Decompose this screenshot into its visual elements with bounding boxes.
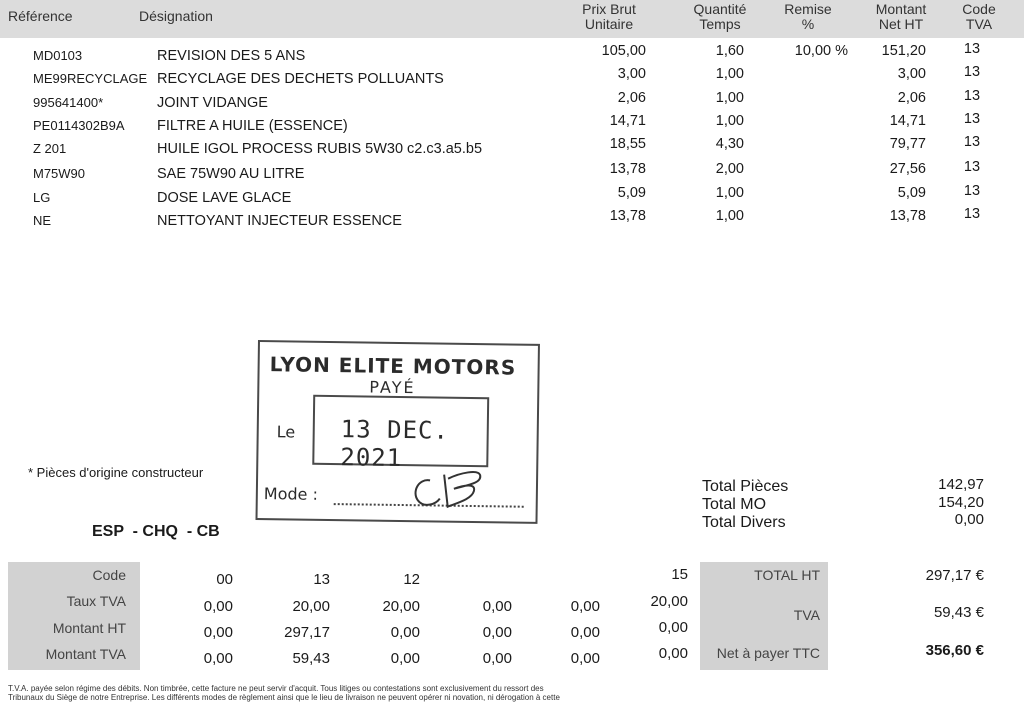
payment-modes: ESP - CHQ - CB xyxy=(92,523,220,540)
vat-cell: 15 xyxy=(671,566,688,583)
vat-cell: 0,00 xyxy=(570,624,600,641)
summary-total-ht-value: 297,17 € xyxy=(925,567,984,584)
vat-cell: 13 xyxy=(313,571,330,588)
stamp-mode-label: Mode : xyxy=(263,484,319,504)
row-montant: 2,06 xyxy=(897,90,926,106)
vat-cell: 0,00 xyxy=(203,624,233,641)
row-prix: 18,55 xyxy=(609,136,646,152)
row-code-tva: 13 xyxy=(963,41,981,57)
row-quantite: 1,60 xyxy=(715,43,744,59)
vat-cell: 20,00 xyxy=(382,598,420,615)
row-reference: 995641400* xyxy=(33,95,104,110)
row-reference: NE xyxy=(33,213,52,228)
summary-net-label: Net à payer TTC xyxy=(716,645,820,661)
total-pieces-value: 142,97 xyxy=(938,476,984,493)
vat-cell: 0,00 xyxy=(203,650,233,667)
vat-cell: 297,17 xyxy=(284,624,330,641)
row-code-tva: 13 xyxy=(963,159,981,175)
row-quantite: 2,00 xyxy=(715,161,744,177)
stamp-le-label: Le xyxy=(276,422,296,442)
row-reference: Z 201 xyxy=(33,141,67,156)
row-montant: 13,78 xyxy=(889,208,926,224)
vat-cell: 0,00 xyxy=(570,650,600,667)
header-reference: Référence xyxy=(8,8,73,24)
stamp-date: 13 DEC. 2021 xyxy=(340,415,450,473)
row-code-tva: 13 xyxy=(963,183,981,199)
row-reference: PE0114302B9A xyxy=(33,118,125,133)
row-code-tva: 13 xyxy=(963,64,981,80)
row-reference: M75W90 xyxy=(33,166,86,181)
header-prix-brut: Prix Brut Unitaire xyxy=(582,1,636,32)
stamp-date-box xyxy=(312,395,489,473)
row-designation: RECYCLAGE DES DECHETS POLLUANTS xyxy=(157,71,444,87)
row-designation: NETTOYANT INJECTEUR ESSENCE xyxy=(157,213,402,229)
row-reference: ME99RECYCLAGE xyxy=(33,71,148,86)
row-designation: JOINT VIDANGE xyxy=(157,95,268,111)
vat-cell: 0,00 xyxy=(482,650,512,667)
header-remise: Remise % xyxy=(784,1,832,32)
paid-stamp xyxy=(255,340,539,524)
row-quantite: 1,00 xyxy=(715,66,744,82)
vat-cell: 00 xyxy=(216,571,233,588)
row-prix: 14,71 xyxy=(609,113,646,129)
total-divers-label: Total Divers xyxy=(702,514,786,531)
row-reference: MD0103 xyxy=(33,48,83,63)
header-quantite: Quantité Temps xyxy=(693,1,747,32)
row-quantite: 1,00 xyxy=(715,185,744,201)
total-mo-value: 154,20 xyxy=(938,493,984,511)
row-designation: DOSE LAVE GLACE xyxy=(157,190,292,206)
header-montant: Montant Net HT xyxy=(875,1,927,32)
vat-cell: 12 xyxy=(403,571,420,588)
stamp-company: LYON ELITE MOTORS xyxy=(269,352,517,380)
row-quantite: 1,00 xyxy=(715,113,744,129)
summary-net-value: 356,60 € xyxy=(925,642,984,659)
row-quantite: 1,00 xyxy=(715,90,744,106)
vat-cell: 0,00 xyxy=(482,624,512,641)
row-designation: SAE 75W90 AU LITRE xyxy=(157,166,305,182)
vat-cell: 0,00 xyxy=(658,645,688,662)
summary-tva-label: TVA xyxy=(793,607,820,623)
vat-label-code: Code xyxy=(92,567,126,583)
origin-note: * Pièces d'origine constructeur xyxy=(28,465,204,480)
total-pieces-label: Total Pièces xyxy=(702,478,789,495)
footer-line-2: Tribunaux du Siège de notre Entreprise. Les différents modes de règlement ainsi que le lieu de livraison ne peuvent opérer ni novation, ni dérogation à cette xyxy=(8,693,560,702)
totals-labels xyxy=(702,478,788,532)
footer-line-1: T.V.A. payée selon régime des débits. Non timbrée, cette facture ne peut servir d'acquit. Tous litiges ou contestations sont exclusivement du ressort des xyxy=(8,684,544,693)
row-prix: 3,00 xyxy=(617,66,646,82)
total-mo-label: Total MO xyxy=(702,496,767,513)
summary-tva-value: 59,43 € xyxy=(933,604,984,621)
row-prix: 13,78 xyxy=(609,208,646,224)
vat-label-taux: Taux TVA xyxy=(66,593,126,609)
vat-cell: 20,00 xyxy=(292,598,330,615)
vat-cell: 0,00 xyxy=(203,598,233,615)
summary-total-ht-label: TOTAL HT xyxy=(754,567,820,583)
row-code-tva: 13 xyxy=(963,206,981,222)
row-code-tva: 13 xyxy=(963,134,981,150)
row-montant: 151,20 xyxy=(881,43,926,59)
totals-values xyxy=(880,476,984,529)
row-prix: 13,78 xyxy=(609,161,646,177)
row-designation: REVISION DES 5 ANS xyxy=(157,48,306,64)
row-prix: 105,00 xyxy=(601,43,646,59)
header-designation: Désignation xyxy=(139,8,213,24)
header-code-tva: Code TVA xyxy=(962,1,996,32)
vat-cell: 0,00 xyxy=(570,598,600,615)
row-quantite: 1,00 xyxy=(715,208,744,224)
row-prix: 2,06 xyxy=(617,90,646,106)
row-montant: 79,77 xyxy=(889,136,926,152)
vat-cell: 0,00 xyxy=(482,598,512,615)
vat-label-montant-tva: Montant TVA xyxy=(45,646,126,662)
vat-cell: 59,43 xyxy=(292,650,330,667)
vat-cell: 0,00 xyxy=(390,650,420,667)
stamp-status: PAYÉ xyxy=(369,377,416,398)
total-divers-value: 0,00 xyxy=(954,511,984,528)
row-reference: LG xyxy=(33,190,51,205)
row-montant: 14,71 xyxy=(889,113,926,129)
row-prix: 5,09 xyxy=(617,185,646,201)
row-montant: 27,56 xyxy=(889,161,926,177)
handwritten-mode-signature xyxy=(407,466,498,521)
vat-cell: 0,00 xyxy=(390,624,420,641)
row-montant: 3,00 xyxy=(897,66,926,82)
vat-cell: 0,00 xyxy=(658,619,688,636)
vat-label-montant-ht: Montant HT xyxy=(52,620,126,636)
legal-footer xyxy=(8,684,1018,702)
row-remise: 10,00 % xyxy=(794,43,848,59)
row-montant: 5,09 xyxy=(897,185,926,201)
vat-cell: 20,00 xyxy=(650,593,688,610)
row-code-tva: 13 xyxy=(963,111,981,127)
row-designation: HUILE IGOL PROCESS RUBIS 5W30 c2.c3.a5.b5 xyxy=(157,141,483,157)
row-quantite: 4,30 xyxy=(715,136,744,152)
row-code-tva: 13 xyxy=(963,88,981,104)
row-designation: FILTRE A HUILE (ESSENCE) xyxy=(157,118,348,134)
